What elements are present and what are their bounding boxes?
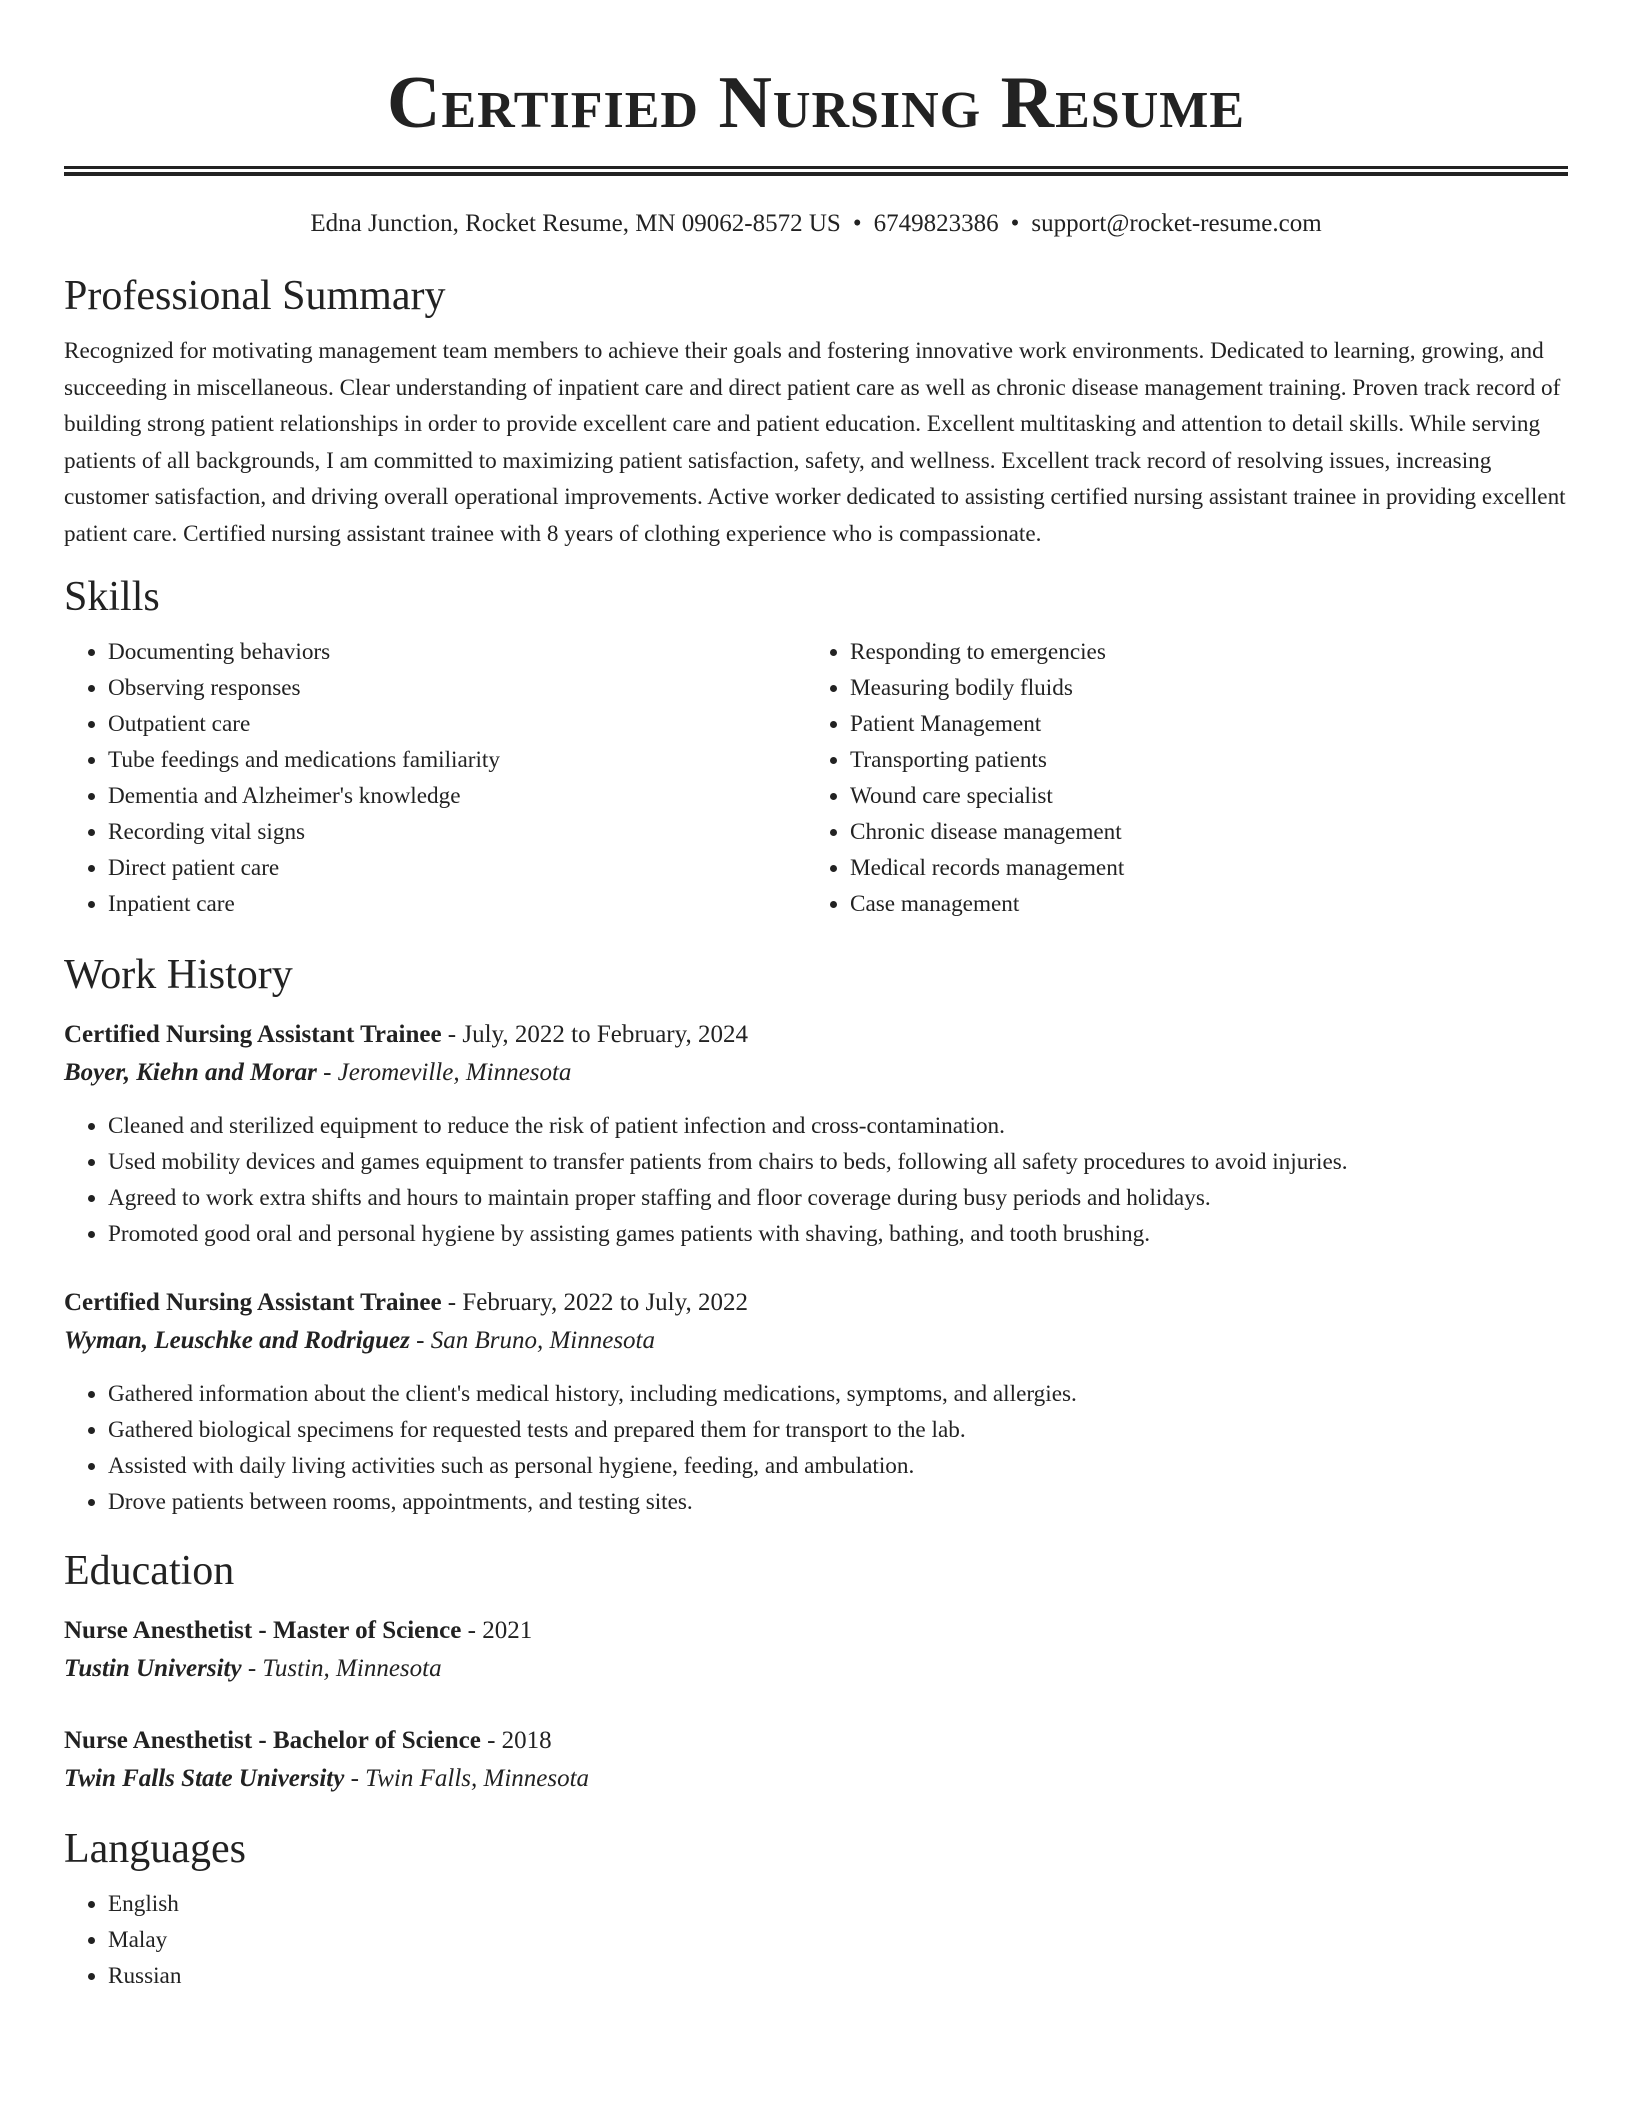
languages-heading: Languages xyxy=(64,1826,246,1872)
job-duties-list xyxy=(64,1376,1568,1520)
skill-item: • Wound care specialist xyxy=(850,778,1548,814)
skill-item: • Dementia and Alzheimer's knowledge xyxy=(108,778,806,814)
languages-list xyxy=(64,1886,1568,1994)
contact-address: Edna Junction, Rocket Resume, MN 09062-8572 US xyxy=(310,210,841,237)
language-item: • Malay xyxy=(108,1922,1568,1958)
language-item: • English xyxy=(108,1886,1568,1922)
job-location: - Jeromeville, Minnesota xyxy=(316,1059,572,1086)
job-duty: • Gathered information about the client's medical history, including medications, symptoms, and allergies. xyxy=(108,1376,1568,1412)
skill-item: • Recording vital signs xyxy=(108,814,806,850)
job-duty: • Assisted with daily living activities such as personal hygiene, feeding, and ambulation. xyxy=(108,1448,1568,1484)
skills-columns xyxy=(64,634,1568,922)
job-title: Certified Nursing Assistant Trainee xyxy=(64,1021,442,1048)
education-header xyxy=(64,1612,1568,1650)
education-header xyxy=(64,1722,1568,1760)
skill-item: • Responding to emergencies xyxy=(850,634,1548,670)
job-duties-list xyxy=(64,1108,1568,1252)
education-school: Twin Falls State University xyxy=(64,1765,345,1792)
skills-heading: Skills xyxy=(64,574,160,620)
languages-section xyxy=(64,1822,1568,1994)
education-year: - 2018 xyxy=(480,1727,552,1754)
job-duty: • Drove patients between rooms, appointments, and testing sites. xyxy=(108,1484,1568,1520)
job-header xyxy=(64,1016,1568,1054)
job-header xyxy=(64,1284,1568,1322)
summary-section xyxy=(64,269,1568,552)
education-section xyxy=(64,1544,1568,1798)
skill-item: • Documenting behaviors xyxy=(108,634,806,670)
skills-list-right xyxy=(806,634,1548,922)
language-item: • Russian xyxy=(108,1958,1568,1994)
skill-item: • Transporting patients xyxy=(850,742,1548,778)
skill-item: • Chronic disease management xyxy=(850,814,1548,850)
job-employer xyxy=(64,1054,1568,1092)
job-company: Wyman, Leuschke and Rodriguez xyxy=(64,1327,410,1354)
education-entry xyxy=(64,1612,1568,1688)
title-divider xyxy=(64,166,1568,176)
skill-item: • Observing responses xyxy=(108,670,806,706)
job-title: Certified Nursing Assistant Trainee xyxy=(64,1289,442,1316)
job-duty: • Promoted good oral and personal hygiene by assisting games patients with shaving, bathing, and tooth brushing. xyxy=(108,1216,1568,1252)
education-heading: Education xyxy=(64,1548,235,1594)
skill-item: • Inpatient care xyxy=(108,886,806,922)
resume-title: Certified Nursing Resume xyxy=(386,62,1246,144)
education-location: - Twin Falls, Minnesota xyxy=(344,1765,590,1792)
education-institution xyxy=(64,1760,1568,1798)
job-entry xyxy=(64,1016,1568,1252)
skill-item: • Tube feedings and medications familiarity xyxy=(108,742,806,778)
work-history-section xyxy=(64,948,1568,1520)
job-entry xyxy=(64,1284,1568,1520)
job-location: - San Bruno, Minnesota xyxy=(409,1327,655,1354)
skill-item: • Patient Management xyxy=(850,706,1548,742)
job-duty: • Cleaned and sterilized equipment to reduce the risk of patient infection and cross-contamination. xyxy=(108,1108,1568,1144)
contact-email[interactable]: support@rocket-resume.com xyxy=(1031,210,1322,237)
skill-item: • Outpatient care xyxy=(108,706,806,742)
job-duty: • Gathered biological specimens for requested tests and prepared them for transport to the lab. xyxy=(108,1412,1568,1448)
job-duty: • Used mobility devices and games equipment to transfer patients from chairs to beds, following all safety procedures to avoid injuries. xyxy=(108,1144,1568,1180)
contact-phone: 6749823386 xyxy=(873,210,999,237)
education-degree: Nurse Anesthetist - Master of Science xyxy=(64,1617,462,1644)
job-dates: - July, 2022 to February, 2024 xyxy=(441,1021,748,1048)
skill-item: • Medical records management xyxy=(850,850,1548,886)
contact-line xyxy=(64,209,1568,239)
job-employer xyxy=(64,1322,1568,1360)
job-company: Boyer, Kiehn and Morar xyxy=(64,1059,317,1086)
education-location: - Tustin, Minnesota xyxy=(241,1655,442,1682)
education-year: - 2021 xyxy=(461,1617,533,1644)
education-institution xyxy=(64,1650,1568,1688)
skill-item: • Measuring bodily fluids xyxy=(850,670,1548,706)
work-history-heading: Work History xyxy=(64,952,293,998)
summary-heading: Professional Summary xyxy=(64,273,446,319)
education-degree: Nurse Anesthetist - Bachelor of Science xyxy=(64,1727,481,1754)
skill-item: • Case management xyxy=(850,886,1548,922)
education-school: Tustin University xyxy=(64,1655,242,1682)
skills-list-left xyxy=(64,634,806,922)
skills-section xyxy=(64,570,1568,922)
contact-separator: • xyxy=(1010,210,1020,237)
skill-item: • Direct patient care xyxy=(108,850,806,886)
education-entry xyxy=(64,1722,1568,1798)
contact-separator: • xyxy=(852,210,862,237)
summary-text: Recognized for motivating management team members to achieve their goals and fostering innovative work environments. Dedicated to learning, growing, and succeeding in miscellaneous. Clear understanding of inpatient care and direct patient care as well as chronic disease management training. Proven track record of building strong patient relationships in order to provide excellent care and patient education. Excellent multitasking and attention to detail skills. While serving patients of all backgrounds, I am committed to maximizing patient satisfaction, safety, and wellness. Excellent track record of resolving issues, increasing customer satisfaction, and driving overall operational improvements. Active worker dedicated to assisting certified nursing assistant trainee in providing excellent patient care. Certified nursing assistant trainee with 8 years of clothing experience who is compassionate. xyxy=(64,338,1566,547)
job-duty: • Agreed to work extra shifts and hours to maintain proper staffing and floor coverage during busy periods and holidays. xyxy=(108,1180,1568,1216)
job-dates: - February, 2022 to July, 2022 xyxy=(441,1289,748,1316)
